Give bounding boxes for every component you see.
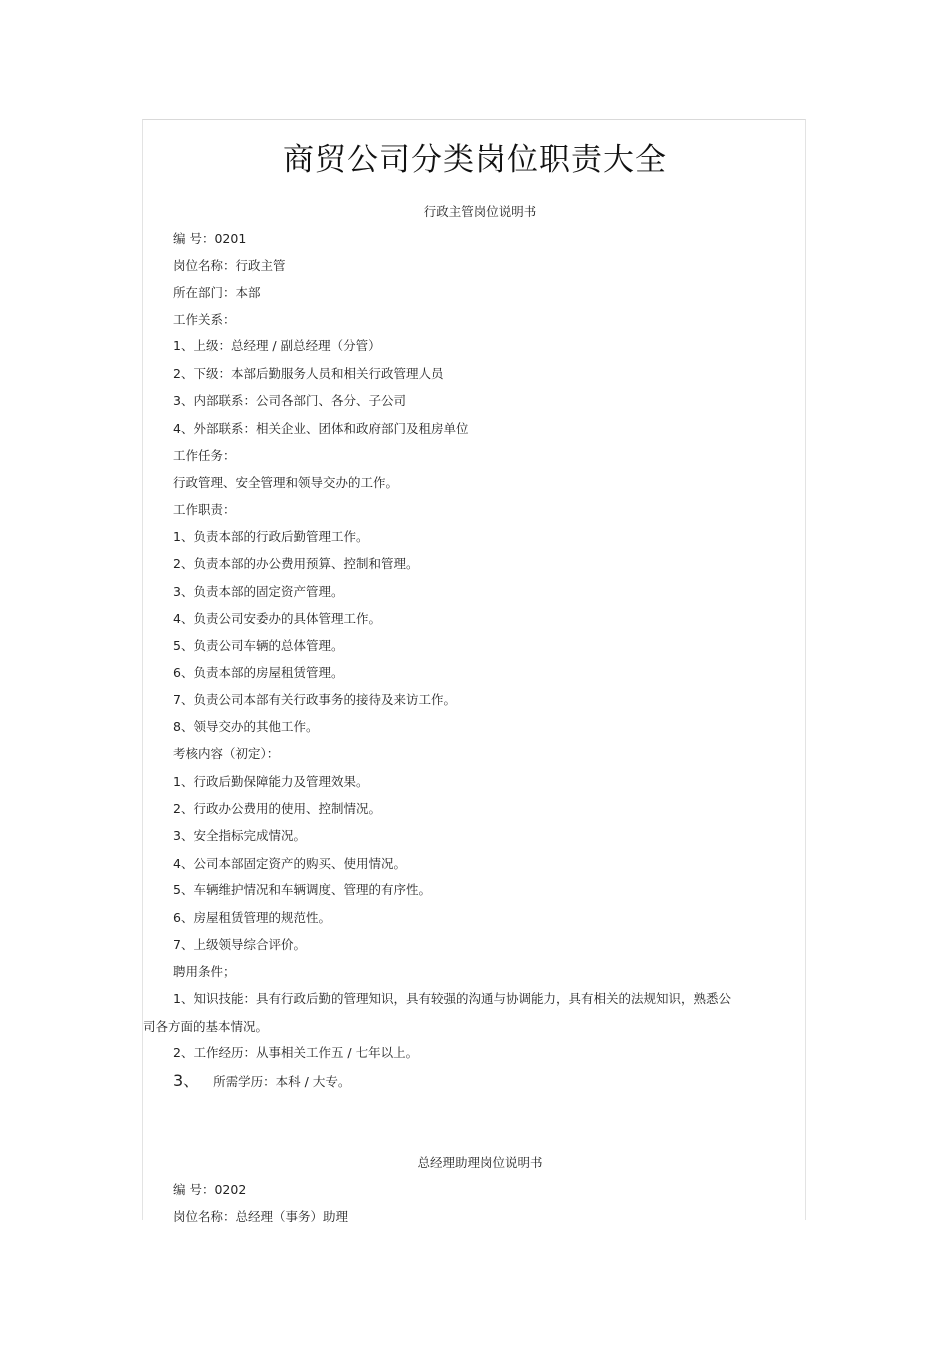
text-line: 2、负责本部的办公费用预算、控制和管理。 xyxy=(173,556,419,571)
text-line: 2、下级：本部后勤服务人员和相关行政管理人员 xyxy=(173,366,444,381)
text-line: 3、安全指标完成情况。 xyxy=(173,828,306,843)
text-line: 所在部门：本部 xyxy=(173,285,261,300)
text-line: 4、外部联系：相关企业、团体和政府部门及租房单位 xyxy=(173,421,469,436)
text-line: 编 号：0202 xyxy=(173,1182,247,1197)
text-line: 5、车辆维护情况和车辆调度、管理的有序性。 xyxy=(173,882,431,897)
text-line: 工作任务： xyxy=(173,448,236,463)
section1-heading: 行政主管岗位说明书 xyxy=(423,204,537,219)
text-line: 2、工作经历：从事相关工作五 / 七年以上。 xyxy=(173,1045,419,1060)
text-line: 5、负责公司车辆的总体管理。 xyxy=(173,638,344,653)
text-line: 1、行政后勤保障能力及管理效果。 xyxy=(173,774,369,789)
list-number: 3、 xyxy=(173,1071,200,1090)
list-text: 所需学历：本科 / 大专。 xyxy=(213,1074,351,1089)
text-line: 6、房屋租赁管理的规范性。 xyxy=(173,910,331,925)
section2-heading: 总经理助理岗位说明书 xyxy=(417,1155,543,1170)
text-line: 行政管理、安全管理和领导交办的工作。 xyxy=(173,475,399,490)
document-title: 商贸公司分类岗位职责大全 xyxy=(283,142,667,178)
text-line: 岗位名称：行政主管 xyxy=(173,258,286,273)
text-line: 3、内部联系：公司各部门、各分、子公司 xyxy=(173,393,406,408)
text-line: 6、负责本部的房屋租赁管理。 xyxy=(173,665,344,680)
document-page xyxy=(142,119,806,1224)
text-line: 4、公司本部固定资产的购买、使用情况。 xyxy=(173,856,406,871)
text-line xyxy=(173,1068,350,1091)
text-line: 1、负责本部的行政后勤管理工作。 xyxy=(173,529,369,544)
text-line: 编 号：0201 xyxy=(173,231,247,246)
text-line: 1、知识技能：具有行政后勤的管理知识，具有较强的沟通与协调能力，具有相关的法规知识，熟悉公 xyxy=(173,991,731,1006)
text-line: 工作关系： xyxy=(173,312,236,327)
text-line: 1、上级：总经理 / 副总经理（分管） xyxy=(173,338,381,353)
text-line: 7、上级领导综合评价。 xyxy=(173,937,306,952)
text-line: 司各方面的基本情况。 xyxy=(143,1019,269,1034)
text-line: 3、负责本部的固定资产管理。 xyxy=(173,584,344,599)
text-line: 考核内容（初定）： xyxy=(173,746,280,761)
text-line: 7、负责公司本部有关行政事务的接待及来访工作。 xyxy=(173,692,456,707)
text-line: 4、负责公司安委办的具体管理工作。 xyxy=(173,611,381,626)
text-line: 聘用条件； xyxy=(173,964,236,979)
text-line: 8、领导交办的其他工作。 xyxy=(173,719,319,734)
text-line: 岗位名称：总经理（事务）助理 xyxy=(173,1209,349,1224)
text-line: 工作职责： xyxy=(173,502,236,517)
text-line: 2、行政办公费用的使用、控制情况。 xyxy=(173,801,381,816)
